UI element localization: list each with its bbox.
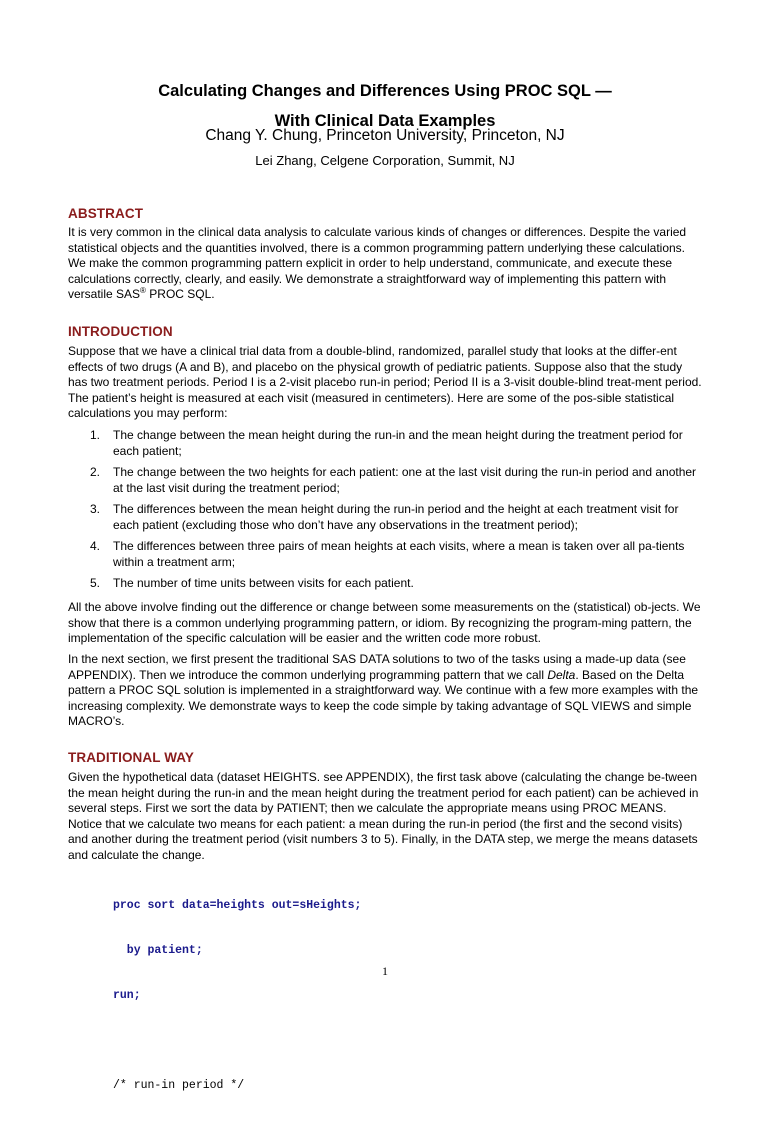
title-line-1: Calculating Changes and Differences Using PROC SQL — xyxy=(158,82,612,100)
traditional-way-heading: TRADITIONAL WAY xyxy=(68,750,195,765)
task-list xyxy=(68,428,702,598)
list-item xyxy=(68,428,702,459)
code-line: proc sort data=heights out=sHeights; xyxy=(113,899,362,912)
code-comment: /* run-in period */ xyxy=(113,1079,245,1092)
abstract-text: It is very common in the clinical data analysis to calculate various kinds of changes or differences. Despite the varied statistical objects and the quantities involved, there is a common programming pattern underlying these calculations. We make the common programming pattern explicit in order to help understand, communicate, and execute these calculations correctly, clearly, and easily. We demonstrate a straightforward way of implementing this pattern with versatile SAS xyxy=(68,225,687,301)
list-item-number: 1. xyxy=(90,428,101,442)
registered-mark: ® xyxy=(140,286,146,295)
code-line: run; xyxy=(113,989,141,1002)
author-line-1: Chang Y. Chung, Princeton University, Princeton, NJ xyxy=(205,127,565,144)
introduction-paragraph-1: Suppose that we have a clinical trial data from a double-blind, randomized, parallel study that looks at the differ-ent effects of two drugs (A and B), and placebo on the physical growth of pediatric patients. Suppose also that the study has two treatment periods. Period I is a 2-visit placebo run-in period; Period II is a 3-visit double-blind treat-ment period. The patient’s height is measured at each visit (measured in centimeters). Here are some of the pos-sible statistical calculations you may perform: xyxy=(68,344,702,420)
list-item xyxy=(68,502,702,533)
author-line-2: Lei Zhang, Celgene Corporation, Summit, NJ xyxy=(255,153,515,168)
list-item-text: The change between the mean height during the run-in and the mean height during the treatment period for each patient; xyxy=(113,428,683,458)
code-line xyxy=(113,1033,361,1048)
title-line-2: With Clinical Data Examples xyxy=(274,112,496,130)
abstract-text-end: PROC SQL. xyxy=(145,287,215,301)
list-item-text: The differences between three pairs of mean heights at each visits, where a mean is taken over all pa-tients within a treatment arm; xyxy=(113,539,685,569)
abstract-paragraph xyxy=(68,225,702,303)
list-item xyxy=(68,465,702,496)
intro-p3-text-end: . Based on the Delta pattern a PROC SQL solution is implemented in a straightforward way. We continue with a few more examples with the increasing complexity. We demonstrate ways to keep the code simple by taking advantage of SQL VIEWS and simple MACRO’s. xyxy=(68,667,699,728)
list-item-text: The number of time units between visits for each patient. xyxy=(113,576,414,590)
introduction-paragraph-3 xyxy=(68,652,702,730)
list-item-text: The differences between the mean height during the run-in period and the height at each treatment visit for each patient (excluding those who don’t have any observations in the treatment period); xyxy=(113,502,679,532)
list-item-text: The change between the two heights for each patient: one at the last visit during the run-in period and another at the last visit during the treatment period; xyxy=(113,465,697,495)
list-item xyxy=(68,576,702,592)
list-item-number: 3. xyxy=(90,502,101,516)
list-item-number: 5. xyxy=(90,576,101,590)
code-line: by patient; xyxy=(113,944,203,957)
introduction-paragraph-2: All the above involve finding out the difference or change between some measurements on the (statistical) ob-jects. We show that there is a common underlying programming pattern, or idiom. By recognizing the program-ming pattern, the implementation of the specific calculation will be easier and the written code more robust. xyxy=(68,600,701,645)
traditional-way-paragraph: Given the hypothetical data (dataset HEIGHTS. see APPENDIX), the first task above (calculating the change be-tween the mean height during the run-in and the mean height during the treatment period for each patient) can be achieved in several steps. First we sort the data by PATIENT; then we calculate the appropriate means using PROC MEANS. Notice that we calculate two means for each patient: a mean during the run-in period (the first and the second visits) and another during the treatment period (visit numbers 3 to 5). Finally, in the DATA step, we merge the means datasets and calculate the change. xyxy=(68,770,699,862)
delta-term: Delta xyxy=(547,667,576,682)
list-item-number: 2. xyxy=(90,465,101,479)
page-number: 1 xyxy=(382,964,388,978)
code-block xyxy=(113,868,361,1123)
intro-p3-text: In the next section, we first present the traditional SAS DATA solutions to two of the tasks using a made-up data (see APPENDIX). Then we introduce the common underlying programming pattern that we call xyxy=(68,652,686,682)
list-item xyxy=(68,539,702,570)
list-item-number: 4. xyxy=(90,539,101,553)
abstract-heading: ABSTRACT xyxy=(68,206,144,221)
introduction-heading: INTRODUCTION xyxy=(68,324,173,339)
